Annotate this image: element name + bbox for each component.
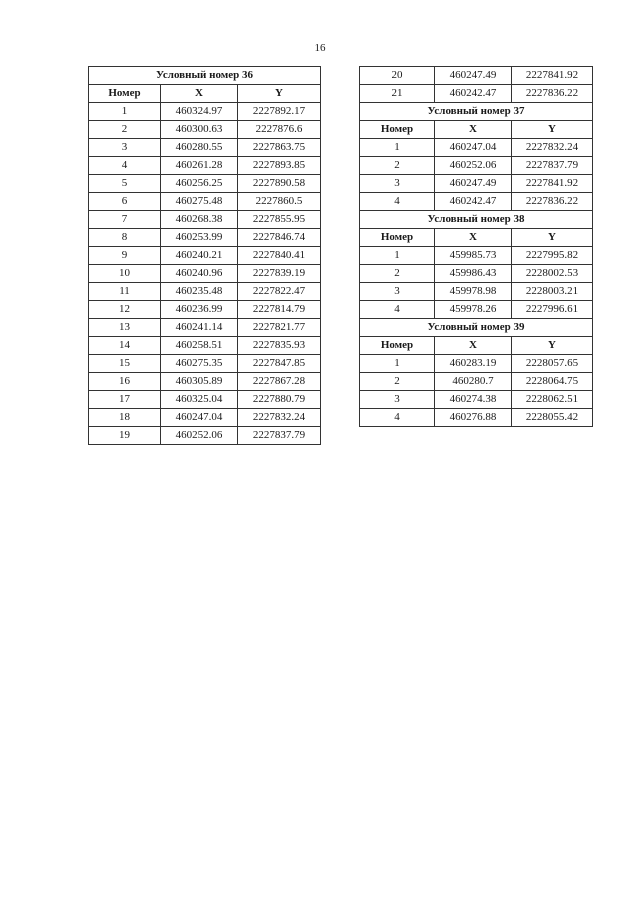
table-title: Условный номер 36 [89, 67, 321, 85]
cell-number: 4 [360, 409, 435, 427]
cell-x: 460256.25 [161, 175, 238, 193]
table-row [360, 409, 593, 427]
cell-y: 2227835.93 [238, 337, 321, 355]
cell-x: 459986.43 [435, 265, 512, 283]
cell-y: 2227995.82 [512, 247, 593, 265]
cell-x: 460283.19 [435, 355, 512, 373]
table-row [89, 409, 321, 427]
cell-x: 460247.49 [435, 175, 512, 193]
cell-number: 20 [360, 67, 435, 85]
cell-x: 460275.48 [161, 193, 238, 211]
table-row [89, 247, 321, 265]
cell-x: 460261.28 [161, 157, 238, 175]
table-row [89, 283, 321, 301]
cell-y: 2227846.74 [238, 229, 321, 247]
table-row [360, 139, 593, 157]
cell-number: 3 [360, 391, 435, 409]
table-row [360, 247, 593, 265]
cell-y: 2227814.79 [238, 301, 321, 319]
cell-number: 17 [89, 391, 161, 409]
table-header-row [360, 229, 593, 247]
column-header-y: Y [512, 229, 593, 247]
cell-number: 9 [89, 247, 161, 265]
table-row [360, 373, 593, 391]
cell-x: 460242.47 [435, 193, 512, 211]
table-row [89, 319, 321, 337]
cell-y: 2227867.28 [238, 373, 321, 391]
cell-y: 2227880.79 [238, 391, 321, 409]
table-header-row [89, 85, 321, 103]
cell-x: 460253.99 [161, 229, 238, 247]
cell-x: 460280.55 [161, 139, 238, 157]
table-title-row [360, 103, 593, 121]
cell-y: 2227893.85 [238, 157, 321, 175]
cell-number: 5 [89, 175, 161, 193]
cell-x: 460235.48 [161, 283, 238, 301]
column-header-x: X [435, 229, 512, 247]
table-row [360, 283, 593, 301]
table-title-row [360, 319, 593, 337]
table-row [89, 211, 321, 229]
cell-number: 12 [89, 301, 161, 319]
cell-y: 2228003.21 [512, 283, 593, 301]
cell-y: 2227839.19 [238, 265, 321, 283]
cell-x: 460275.35 [161, 355, 238, 373]
table-body [360, 67, 593, 427]
cell-y: 2227876.6 [238, 121, 321, 139]
cell-y: 2227847.85 [238, 355, 321, 373]
cell-number: 1 [360, 139, 435, 157]
table-row [89, 301, 321, 319]
table-row [89, 373, 321, 391]
cell-x: 460252.06 [161, 427, 238, 445]
cell-y: 2227840.41 [238, 247, 321, 265]
column-header-number: Номер [360, 121, 435, 139]
cell-x: 460274.38 [435, 391, 512, 409]
table-row [360, 175, 593, 193]
cell-y: 2227836.22 [512, 85, 593, 103]
column-header-y: Y [512, 121, 593, 139]
cell-x: 460240.21 [161, 247, 238, 265]
cell-y: 2227836.22 [512, 193, 593, 211]
table-row [89, 175, 321, 193]
cell-y: 2227841.92 [512, 175, 593, 193]
cell-number: 13 [89, 319, 161, 337]
cell-x: 460242.47 [435, 85, 512, 103]
cell-number: 15 [89, 355, 161, 373]
column-header-x: X [435, 121, 512, 139]
cell-number: 10 [89, 265, 161, 283]
cell-y: 2227863.75 [238, 139, 321, 157]
cell-x: 460247.04 [161, 409, 238, 427]
cell-number: 21 [360, 85, 435, 103]
cell-number: 4 [360, 301, 435, 319]
table-row [360, 193, 593, 211]
table-row [89, 391, 321, 409]
table-title: Условный номер 39 [360, 319, 593, 337]
table-title: Условный номер 38 [360, 211, 593, 229]
cell-x: 460300.63 [161, 121, 238, 139]
cell-number: 6 [89, 193, 161, 211]
cell-y: 2227832.24 [238, 409, 321, 427]
cell-number: 1 [360, 247, 435, 265]
table-row [89, 103, 321, 121]
cell-x: 459978.26 [435, 301, 512, 319]
cell-y: 2227855.95 [238, 211, 321, 229]
table-title: Условный номер 37 [360, 103, 593, 121]
table-row [89, 139, 321, 157]
cell-y: 2227832.24 [512, 139, 593, 157]
cell-x: 460268.38 [161, 211, 238, 229]
column-header-y: Y [512, 337, 593, 355]
cell-y: 2227821.77 [238, 319, 321, 337]
cell-y: 2228057.65 [512, 355, 593, 373]
cell-y: 2228064.75 [512, 373, 593, 391]
cell-number: 8 [89, 229, 161, 247]
table-row [360, 85, 593, 103]
coordinates-table-36 [88, 66, 321, 445]
table-row [360, 67, 593, 85]
table-title-row [360, 211, 593, 229]
table-row [89, 229, 321, 247]
cell-x: 460280.7 [435, 373, 512, 391]
cell-x: 459978.98 [435, 283, 512, 301]
cell-x: 460236.99 [161, 301, 238, 319]
column-header-number: Номер [360, 337, 435, 355]
cell-number: 18 [89, 409, 161, 427]
cell-number: 3 [89, 139, 161, 157]
cell-y: 2228062.51 [512, 391, 593, 409]
cell-number: 11 [89, 283, 161, 301]
table-row [360, 301, 593, 319]
cell-x: 460325.04 [161, 391, 238, 409]
cell-number: 19 [89, 427, 161, 445]
column-header-number: Номер [89, 85, 161, 103]
table-row [89, 427, 321, 445]
table-row [89, 337, 321, 355]
cell-y: 2227837.79 [512, 157, 593, 175]
table-row [360, 265, 593, 283]
table-header-row [360, 337, 593, 355]
cell-number: 3 [360, 283, 435, 301]
table-header-row [360, 121, 593, 139]
cell-number: 7 [89, 211, 161, 229]
table-row [360, 157, 593, 175]
table-row [89, 193, 321, 211]
cell-y: 2227841.92 [512, 67, 593, 85]
page-number: 16 [314, 42, 326, 54]
column-header-x: X [161, 85, 238, 103]
table-title-row [89, 67, 321, 85]
cell-x: 460247.49 [435, 67, 512, 85]
cell-number: 2 [360, 373, 435, 391]
cell-number: 2 [89, 121, 161, 139]
table-body [89, 103, 321, 445]
cell-number: 2 [360, 265, 435, 283]
cell-number: 16 [89, 373, 161, 391]
table-row [89, 355, 321, 373]
cell-x: 460247.04 [435, 139, 512, 157]
column-header-x: X [435, 337, 512, 355]
cell-y: 2227822.47 [238, 283, 321, 301]
cell-number: 2 [360, 157, 435, 175]
cell-x: 460258.51 [161, 337, 238, 355]
cell-y: 2227890.58 [238, 175, 321, 193]
cell-number: 4 [89, 157, 161, 175]
cell-x: 460240.96 [161, 265, 238, 283]
cell-x: 459985.73 [435, 247, 512, 265]
cell-number: 3 [360, 175, 435, 193]
cell-x: 460241.14 [161, 319, 238, 337]
cell-y: 2228055.42 [512, 409, 593, 427]
table-row [360, 355, 593, 373]
column-header-number: Номер [360, 229, 435, 247]
cell-y: 2227860.5 [238, 193, 321, 211]
cell-y: 2228002.53 [512, 265, 593, 283]
cell-y: 2227837.79 [238, 427, 321, 445]
table-row [360, 391, 593, 409]
coordinates-table-continuation [359, 66, 593, 427]
cell-x: 460305.89 [161, 373, 238, 391]
cell-x: 460252.06 [435, 157, 512, 175]
cell-y: 2227996.61 [512, 301, 593, 319]
table-row [89, 121, 321, 139]
cell-number: 1 [89, 103, 161, 121]
table-row [89, 157, 321, 175]
cell-x: 460324.97 [161, 103, 238, 121]
cell-number: 4 [360, 193, 435, 211]
column-header-y: Y [238, 85, 321, 103]
table-row [89, 265, 321, 283]
cell-x: 460276.88 [435, 409, 512, 427]
cell-number: 14 [89, 337, 161, 355]
cell-number: 1 [360, 355, 435, 373]
cell-y: 2227892.17 [238, 103, 321, 121]
